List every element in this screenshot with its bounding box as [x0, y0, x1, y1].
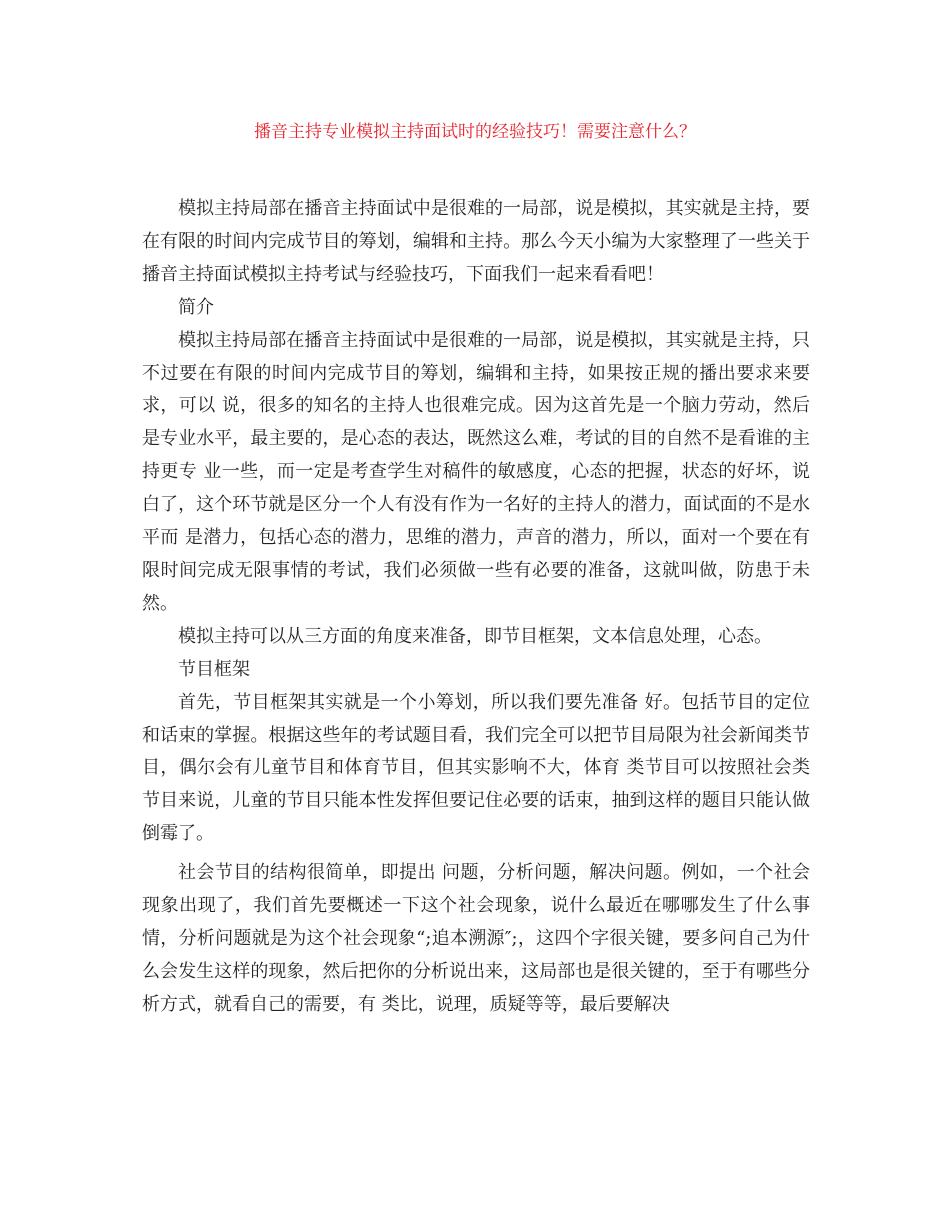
section-heading-framework: 节目框架 — [178, 658, 250, 680]
body-paragraph: 首先，节目框架其实就是一个小筹划，所以我们要先准备 好。包括节目的定位和话束的掌握。根据这些年的考试题目看，我们完全可以把节目局限为社会新闻类节目，偶尔会有儿童节目和体育节目，但其实影响不大，体育 类节目可以按照社会类节目来说，儿童的节目只能本性发挥但要记住必要的话束，抽到这样的题目只能认做倒霉了。 — [142, 691, 810, 845]
document-title: 播音主持专业模拟主持面试时的经验技巧！需要注意什么？ — [254, 122, 696, 142]
body-paragraph: 模拟主持可以从三方面的角度来准备，即节目框架，文本信息处理，心态。 — [178, 625, 772, 647]
body-paragraph: 社会节目的结构很简单，即提出 问题，分析问题，解决问题。例如，一个社会现象出现了，我们首先要概述一下这个社会现象，说什么最近在哪哪发生了什么事情，分析问题就是为这个社会现象“;追本溯源″;，这四个字很关键，要多问自己为什么会发生这样的现象，然后把你的分析说出来，这局部也是很关键的，至于有哪些分析方式，就看自己的需要，有 类比，说理，质疑等等，最后要解决 — [142, 862, 810, 1015]
body-paragraph: 模拟主持局部在播音主持面试中是很难的一局部，说是模拟，其实就是主持，只不过要在有限的时间内完成节目的筹划，编辑和主持，如果按正规的播出要求来要求，可以 说，很多的知名的主持人也很难完成。因为这首先是一个脑力劳动，然后是专业水平，最主要的，是心态的表达，既然这么难，考试的目的自然不是看谁的主持更专 业一些，而一定是考查学生对稿件的敏感度，心态的把握，状态的好坏，说白了，这个环节就是区分一个人有没有作为一名好的主持人的潜力，面试面的不是水平而 是潜力，包括心态的潜力，思维的潜力，声音的潜力，所以，面对一个要在有限时间完成无限事情的考试，我们必须做一些有必要的准备，这就叫做，防患于未 然。 — [142, 329, 810, 614]
intro-paragraph: 模拟主持局部在播音主持面试中是很难的一局部，说是模拟，其实就是主持，要在有限的时间内完成节目的筹划，编辑和主持。那么今天小编为大家整理了一些关于播音主持面试模拟主持考试与经验技巧，下面我们一起来看看吧！ — [142, 198, 810, 285]
section-heading-intro: 简介 — [178, 296, 214, 318]
document-body — [142, 193, 810, 1022]
